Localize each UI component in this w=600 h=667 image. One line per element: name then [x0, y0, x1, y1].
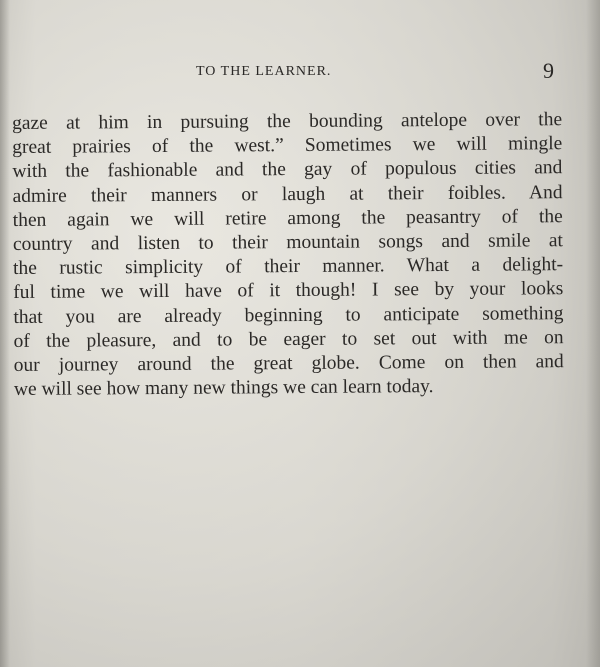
text-line-last: we will see how many new things we can learn today. [13, 376, 434, 401]
text-line: great prairies of the west.” Sometimes we will mingle [12, 133, 563, 159]
text-line: of the pleasure, and to be eager to set out with me on [13, 326, 564, 352]
text-line: then again we will retire among the peasantry of the [12, 205, 563, 231]
page-edge-shadow-left [0, 0, 10, 667]
text-line: that you are already beginning to anticipate something [13, 302, 564, 328]
running-head: TO THE LEARNER. [196, 64, 332, 79]
text-line: our journey around the great globe. Come on then and [13, 351, 564, 376]
text-line: gaze at him in pursuing the bounding antelope over the [12, 109, 563, 134]
text-line: ful time we will have of it though! I see by your looks [13, 278, 564, 304]
body-text [12, 108, 564, 402]
page-header [0, 60, 600, 86]
text-line: admire their manners or laugh at their foibles. And [12, 181, 563, 207]
text-line: with the fashionable and the gay of populous cities and [12, 157, 563, 183]
text-line: country and listen to their mountain songs and smile at [12, 230, 563, 255]
page-edge-shadow-right [586, 0, 600, 667]
text-line: the rustic simplicity of their manner. What a delight- [13, 254, 564, 280]
page-number: 9 [543, 58, 554, 83]
